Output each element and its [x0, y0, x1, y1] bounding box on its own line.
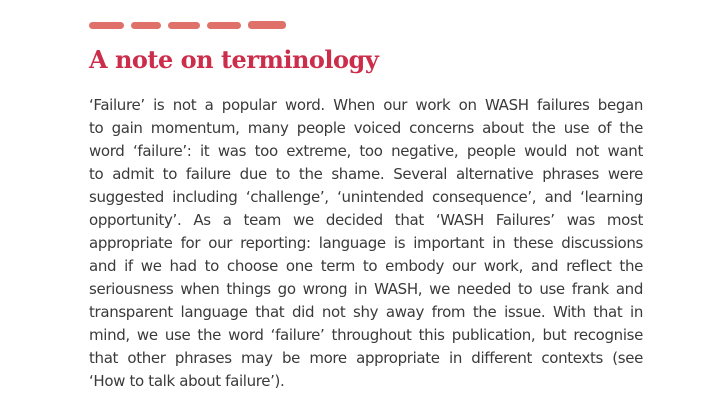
- paragraph-line: ‘Failure’ is not a popular word. When our work on WASH failures began: [89, 96, 643, 114]
- paragraph-line: and if we had to choose one term to embody our work, and reflect the: [89, 257, 643, 275]
- dash-segment: [131, 22, 161, 29]
- decorative-dash-rule: [89, 21, 286, 30]
- paragraph-line: word ‘failure’: it was too extreme, too negative, people would not want: [89, 142, 643, 160]
- section-heading: A note on terminology: [89, 45, 379, 74]
- paragraph-line: opportunity’. As a team we decided that ‘WASH Failures’ was most: [89, 211, 643, 229]
- paragraph-line: suggested including ‘challenge’, ‘unintended consequence’, and ‘learning: [89, 188, 643, 206]
- dash-segment: [168, 22, 200, 29]
- paragraph-line: to gain momentum, many people voiced concerns about the use of the: [89, 119, 643, 137]
- paragraph-line: mind, we use the word ‘failure’ throughout this publication, but recognise: [89, 326, 643, 344]
- paragraph-line: transparent language that did not shy away from the issue. With that in: [89, 303, 643, 321]
- paragraph-line: ‘How to talk about failure’).: [89, 372, 285, 390]
- dash-segment: [248, 21, 286, 29]
- paragraph-line: that other phrases may be more appropriate in different contexts (see: [89, 349, 643, 367]
- paragraph-line: appropriate for our reporting: language is important in these discussions: [89, 234, 643, 252]
- dash-segment: [89, 22, 124, 29]
- paragraph-line: seriousness when things go wrong in WASH, we needed to use frank and: [89, 280, 643, 298]
- body-paragraph: [89, 94, 643, 393]
- dash-segment: [207, 22, 241, 29]
- paragraph-line: to admit to failure due to the shame. Several alternative phrases were: [89, 165, 643, 183]
